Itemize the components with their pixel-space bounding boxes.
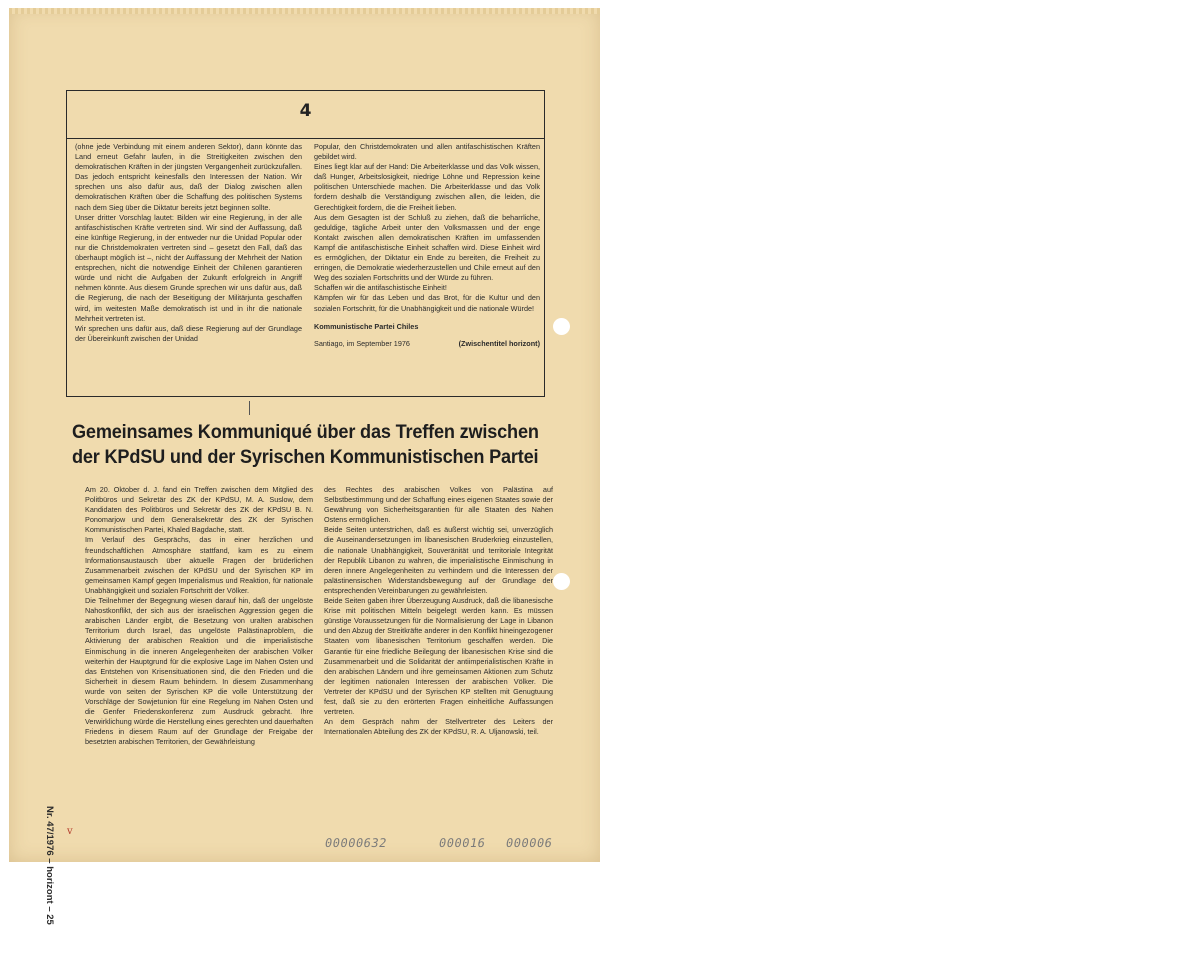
chile-column-right	[314, 142, 540, 394]
communique-column-left	[85, 485, 313, 790]
credit-note: (Zwischentitel horizont)	[458, 338, 540, 348]
archive-number: 00000632	[323, 836, 389, 850]
corner-mark: v	[67, 826, 73, 837]
paragraph: (ohne jede Verbindung mit einem anderen Sektor), dann könnte das Land erneut Gefahr laufen, in die Streitigkeiten zwischen den demokratischen Kräften in der jüngsten Vergangenheit zurückzufallen. Das jedoch entspricht keinesfalls den Interessen der Nation. Wir sprechen uns also dafür aus, daß der Dialog zwischen allen demokratischen Kräften über die Schaffung des politischen Systems nach dem Sieg über die Diktatur bereits jetzt beginnen sollte.	[75, 142, 302, 212]
paragraph: Am 20. Oktober d. J. fand ein Treffen zwischen dem Mitglied des Politbüros und Sekretär des ZK der KPdSU, M. A. Suslow, dem Kandidaten des Politbüros und Sekretär des ZK der KPdSU B. N. Ponomarjow und dem Generalsekretär des ZK der Syrischen Kommunistischen Partei, Khaled Bagdache, statt.	[85, 485, 313, 535]
communique-column-right	[324, 485, 553, 790]
header-divider	[67, 138, 544, 139]
paragraph: Unser dritter Vorschlag lautet: Bilden wir eine Regierung, in der alle antifaschistischen Kräfte vertreten sind. Wir sind der Auffassung, daß eine künftige Regierung, in der entweder nur die Unidad Popular oder nur die Christdemokraten vertreten sind – gesetzt den Fall, daß das überhaupt möglich ist –, nicht der Auffassung der Mehrheit der Nation entsprechen, nicht die notwendige Einheit der Chilenen garantieren würde und nicht die Aufgaben der Zukunft erfolgreich in Angriff nehmen könnte. Aus diesem Grunde sprechen wir uns dafür aus, daß die Regierung, die nach der Beseitigung der Militärjunta geschaffen wird, im weitesten Maße demokratisch ist und in ihr die nationale Mehrheit vertreten ist.	[75, 212, 302, 323]
paragraph: Beide Seiten unterstrichen, daß es äußerst wichtig sei, unverzüglich die Auseinandersetzungen im libanesischen Bruderkrieg einzustellen, die nationale Unabhängigkeit, Souveränität und territoriale Integrität der Republik Libanon zu wahren, die imperialistische Einmischung in deren innere Angelegenheiten zu verhindern und die Interessen der palästinensischen Widerstandsbewegung auf der Grundlage der entsprechenden Vereinbarungen zu gewährleisten.	[324, 525, 553, 595]
paragraph: Popular, den Christdemokraten und allen antifaschistischen Kräften gebildet wird.	[314, 142, 540, 162]
headline-line-2: der KPdSU und der Syrischen Kommunistischen Partei	[72, 446, 539, 468]
paragraph: Die Teilnehmer der Begegnung wiesen darauf hin, daß der ungelöste Nahostkonflikt, der sich aus der israelischen Aggression gegen die arabischen Länder ergibt, die Besetzung von uralten arabischen Territorium durch Israel, das ungelöste Palästinaproblem, die Aktivierung der arabischen Reaktion und die imperialistische Einmischung in die inneren Angelegenheiten der arabischen Völker weiterhin der Hauptgrund für die explosive Lage im Nahen Osten und das Entstehen von Krisensituationen sind, die den Frieden und die Sicherheit in diesem Raum behindern. In diesem Zusammenhang wurde von seiten der Syrischen KP die volle Unterstützung der Vorschläge der Sowjetunion für eine Regelung im Nahen Osten und die Genfer Friedenskonferenz zum Ausdruck gebracht. Ihre Verwirklichung würde die Herstellung eines gerechten und dauerhaften Friedens in diesem Raum auf der Grundlage der Freigabe der besetzten arabischen Territorien, der Gewährleistung	[85, 596, 313, 747]
paragraph: des Rechtes des arabischen Volkes von Palästina auf Selbstbestimmung und der Schaffung eines eigenen Staates sowie der Gewährung von Sicherheitsgarantien für alle Staaten des Nahen Ostens ermöglichen.	[324, 485, 553, 525]
paragraph: Kämpfen wir für das Leben und das Brot, für die Kultur und den sozialen Fortschritt, für die Unabhängigkeit und die nationale Würde!	[314, 293, 540, 313]
dateline-row	[314, 339, 540, 349]
paragraph: Wir sprechen uns dafür aus, daß diese Regierung auf der Grundlage der Übereinkunft zwischen der Unidad	[75, 323, 302, 343]
paragraph: Eines liegt klar auf der Hand: Die Arbeiterklasse und das Volk wissen, daß Hunger, Arbeitslosigkeit, niedrige Löhne und Repression keine politischen Unterschiede machen. Die Arbeiterklasse und das Volk fordern deshalb die Verständigung zwischen allen, die leiden, die Gerechtigkeit fordern, die die Freiheit lieben.	[314, 162, 540, 212]
chile-article-box	[66, 90, 545, 397]
signature: Kommunistische Partei Chiles	[314, 321, 419, 331]
paragraph: Im Verlauf des Gesprächs, das in einer herzlichen und freundschaftlichen Atmosphäre stattfand, kam es zu einem Informationsaustausch über aktuelle Fragen der brüderlichen Zusammenarbeit zwischen der KPdSU und der Syrischen KP im gemeinsamen Kampf gegen Imperialismus und Reaktion, für nationale Unabhängigkeit und sozialen Fortschritt der Völker.	[85, 535, 313, 595]
paragraph: Schaffen wir die antifaschistische Einheit!	[314, 283, 447, 293]
archive-number: 000016	[437, 836, 487, 850]
headline-line-1: Gemeinsames Kommuniqué über das Treffen zwischen	[72, 421, 539, 443]
torn-top-edge	[9, 8, 600, 14]
paragraph: Aus dem Gesagten ist der Schluß zu ziehen, daß die beharrliche, geduldige, tägliche Arbeit unter den Volksmassen und der enge Kontakt zwischen allen demokratischen Kräften im umfassenden Kampf die antifaschistische Einheit schaffen wird. Diese Einheit wird es ermöglichen, der Diktatur ein Ende zu bereiten, die Freiheit zu erringen, die Demokratie wiederherzustellen und Chile erneut auf den Weg des sozialen Fortschritts und der Würde zu führen.	[314, 212, 540, 283]
page-number: 4	[299, 101, 312, 121]
punch-hole-top	[553, 318, 570, 335]
column-tick-mark	[249, 401, 250, 415]
dateline: Santiago, im September 1976	[314, 338, 410, 348]
punch-hole-bottom	[553, 573, 570, 590]
paragraph: Beide Seiten gaben ihrer Überzeugung Ausdruck, daß die libanesische Krise mit politischen Mitteln beigelegt werden kann. Es müssen günstige Voraussetzungen für die Normalisierung der Lage in Libanon und den Abzug der Streitkräfte anderer in den Konflikt hineingezogener Staaten vom libanesischen Territorium geschaffen werden. Die Garantie für eine friedliche Beilegung der libanesischen Krise sind die Zusammenarbeit und die Solidarität der antiimperialistischen Kräfte in den arabischen Ländern und ihre gemeinsamen Aktionen zum Schutz der legitimen nationalen Interessen der arabischen Völker. Die Vertreter der KPdSU und der Syrischen KP stellten mit Genugtuung fest, daß sie zu den erörterten Fragen einheitliche Auffassungen vertreten.	[324, 596, 553, 717]
newspaper-page	[9, 8, 600, 925]
issue-footer: Nr. 47/1976 – horizont – 25	[44, 806, 55, 925]
paragraph: An dem Gespräch nahm der Stellvertreter des Leiters der Internationalen Abteilung des ZK der KPdSU, R. A. Uljanowski, teil.	[324, 717, 553, 737]
communique-headline	[72, 420, 539, 470]
archive-number: 000006	[504, 836, 554, 850]
chile-column-left	[75, 142, 302, 394]
